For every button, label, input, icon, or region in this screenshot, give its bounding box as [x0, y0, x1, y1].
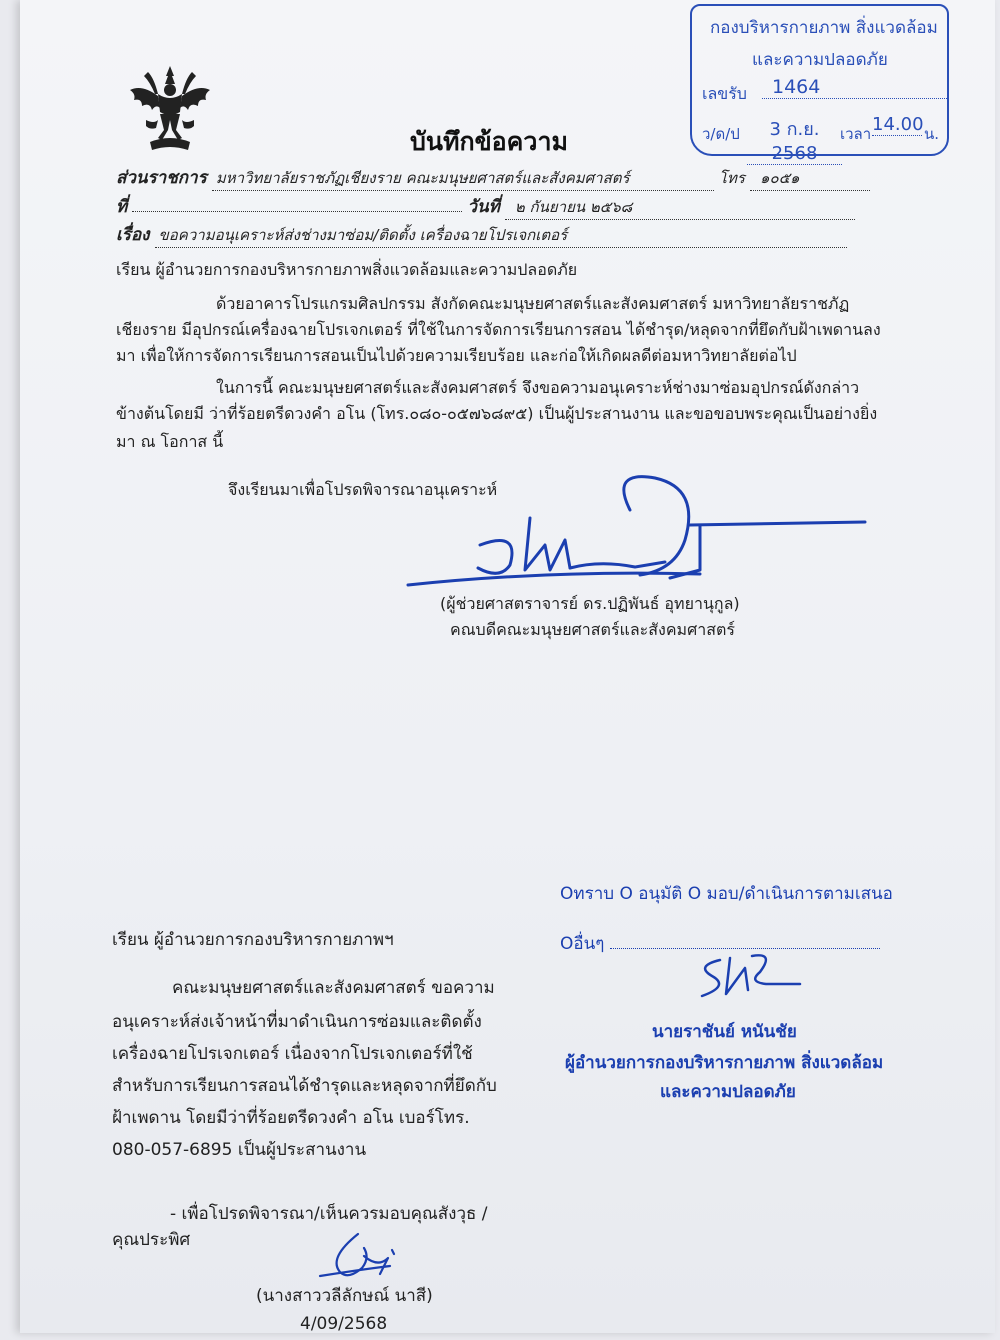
note-request-1: - เพื่อโปรดพิจารณา/เห็นควรมอบคุณสังวุธ /	[170, 1204, 488, 1224]
director-name: นายราชันย์ หนันชัย	[652, 1022, 797, 1042]
stamp-received-label: เลขรับ	[702, 84, 747, 103]
director-signature	[690, 948, 805, 1006]
subject-label: เรื่อง	[116, 225, 150, 245]
ref-row	[116, 193, 855, 220]
staff-name: (นางสาววลีลักษณ์ นาสี)	[256, 1286, 433, 1306]
stamp-office-2: และความปลอดภัย	[752, 50, 888, 70]
garuda-emblem	[128, 64, 212, 154]
note-line5: ฝ้าเพดาน โดยมีว่าที่ร้อยตรีดวงคำ อโน เบอร์โทร.	[112, 1108, 470, 1128]
note-recipient: เรียน ผู้อำนวยการกองบริหารกายภาพฯ	[112, 930, 394, 950]
ref-value	[132, 197, 462, 212]
note-line4: สำหรับการเรียนการสอนได้ชำรุดและหลุดจากที่ยึดกับ	[112, 1076, 497, 1096]
stamp-time-label: เวลา	[840, 125, 872, 143]
agency-value: มหาวิทยาลัยราชภัฏเชียงราย คณะมนุษยศาสตร์และสังคมศาสตร์	[212, 166, 714, 191]
date-value: ๒ กันยายน ๒๕๖๘	[505, 195, 855, 220]
director-title-1: ผู้อำนวยการกองบริหารกายภาพ สิ่งแวดล้อม	[565, 1053, 884, 1073]
decision-options: Oทราบ O อนุมัติ O มอบ/ดำเนินการตามเสนอ	[560, 884, 893, 904]
para1-line3: มา เพื่อให้การจัดการเรียนการสอนเป็นไปด้วยความเรียบร้อย และก่อให้เกิดผลดีต่อมหาวิทยาลัยต่อไป	[116, 346, 797, 365]
subject-value: ขอความอนุเคราะห์ส่งช่างมาซ่อม/ติดตั้ง เครื่องฉายโปรเจกเตอร์	[155, 223, 847, 248]
closing-line: จึงเรียนมาเพื่อโปรดพิจารณาอนุเคราะห์	[228, 480, 498, 499]
agency-row	[116, 164, 870, 191]
date-label: วันที่	[467, 197, 500, 217]
note-line1: คณะมนุษยศาสตร์และสังคมศาสตร์ ขอความ	[172, 978, 495, 998]
para2-line2: ข้างต้นโดยมี ว่าที่ร้อยตรีดวงคำ อโน (โทร.๐๘๐-๐๕๗๖๘๙๕) เป็นผู้ประสานงาน และขอขอบพระคุณเป็นอย่างยิ่ง	[116, 404, 878, 423]
phone-label: โทร	[718, 169, 745, 187]
staff-signature	[318, 1228, 408, 1284]
para2-line3: มา ณ โอกาส นี้	[116, 432, 224, 451]
note-line6: 080-057-6895 เป็นผู้ประสานงาน	[112, 1140, 367, 1160]
memo-recipient: เรียน ผู้อำนวยการกองบริหารกายภาพสิ่งแวดล้อมและความปลอดภัย	[116, 260, 578, 279]
dean-title: คณบดีคณะมนุษยศาสตร์และสังคมศาสตร์	[450, 620, 735, 639]
stamp-time: 14.00	[872, 114, 924, 135]
subject-row	[116, 221, 847, 248]
staff-date: 4/09/2568	[300, 1314, 388, 1334]
note-request-2: คุณประพิศ	[112, 1230, 191, 1250]
para2-line1: ในการนี้ คณะมนุษยศาสตร์และสังคมศาสตร์ จึงขอความอนุเคราะห์ช่างมาซ่อมอุปกรณ์ดังกล่าว	[216, 378, 860, 397]
stamp-date-label: ว/ด/ป	[702, 125, 740, 143]
ref-label: ที่	[116, 197, 128, 217]
stamp-received-number: 1464	[762, 76, 947, 99]
director-title-2: และความปลอดภัย	[660, 1082, 796, 1102]
stamp-office: กองบริหารกายภาพ สิ่งแวดล้อม	[710, 18, 938, 38]
note-line2: อนุเคราะห์ส่งเจ้าหน้าที่มาดำเนินการซ่อมและติดตั้ง	[112, 1012, 482, 1032]
phone-value: ๑๐๕๑	[750, 166, 870, 191]
para1-line2: เชียงราย มีอุปกรณ์เครื่องฉายโปรเจกเตอร์ ที่ใช้ในการจัดการเรียนการสอน ได้ชำรุด/หลุดจากที่ยึดกับฝ้าเพดานลง	[116, 320, 881, 339]
para1-line1: ด้วยอาคารโปรแกรมศิลปกรรม สังกัดคณะมนุษยศาสตร์และสังคมศาสตร์ มหาวิทยาลัยราชภัฏ	[216, 294, 850, 313]
stamp-time-unit: น.	[924, 125, 940, 143]
note-line3: เครื่องฉายโปรเจกเตอร์ เนื่องจากโปรเจกเตอร์ที่ใช้	[112, 1044, 473, 1064]
received-stamp	[690, 4, 949, 164]
stamp-date: 3 ก.ย. 2568	[747, 114, 842, 165]
agency-label: ส่วนราชการ	[116, 168, 207, 188]
dean-signature	[400, 470, 880, 595]
memo-title: บันทึกข้อความ	[410, 127, 568, 156]
decision-other-label: Oอื่นๆ	[560, 934, 605, 954]
dean-name: (ผู้ช่วยศาสตราจารย์ ดร.ปฏิพันธ์ อุทยานุกูล)	[440, 594, 740, 613]
